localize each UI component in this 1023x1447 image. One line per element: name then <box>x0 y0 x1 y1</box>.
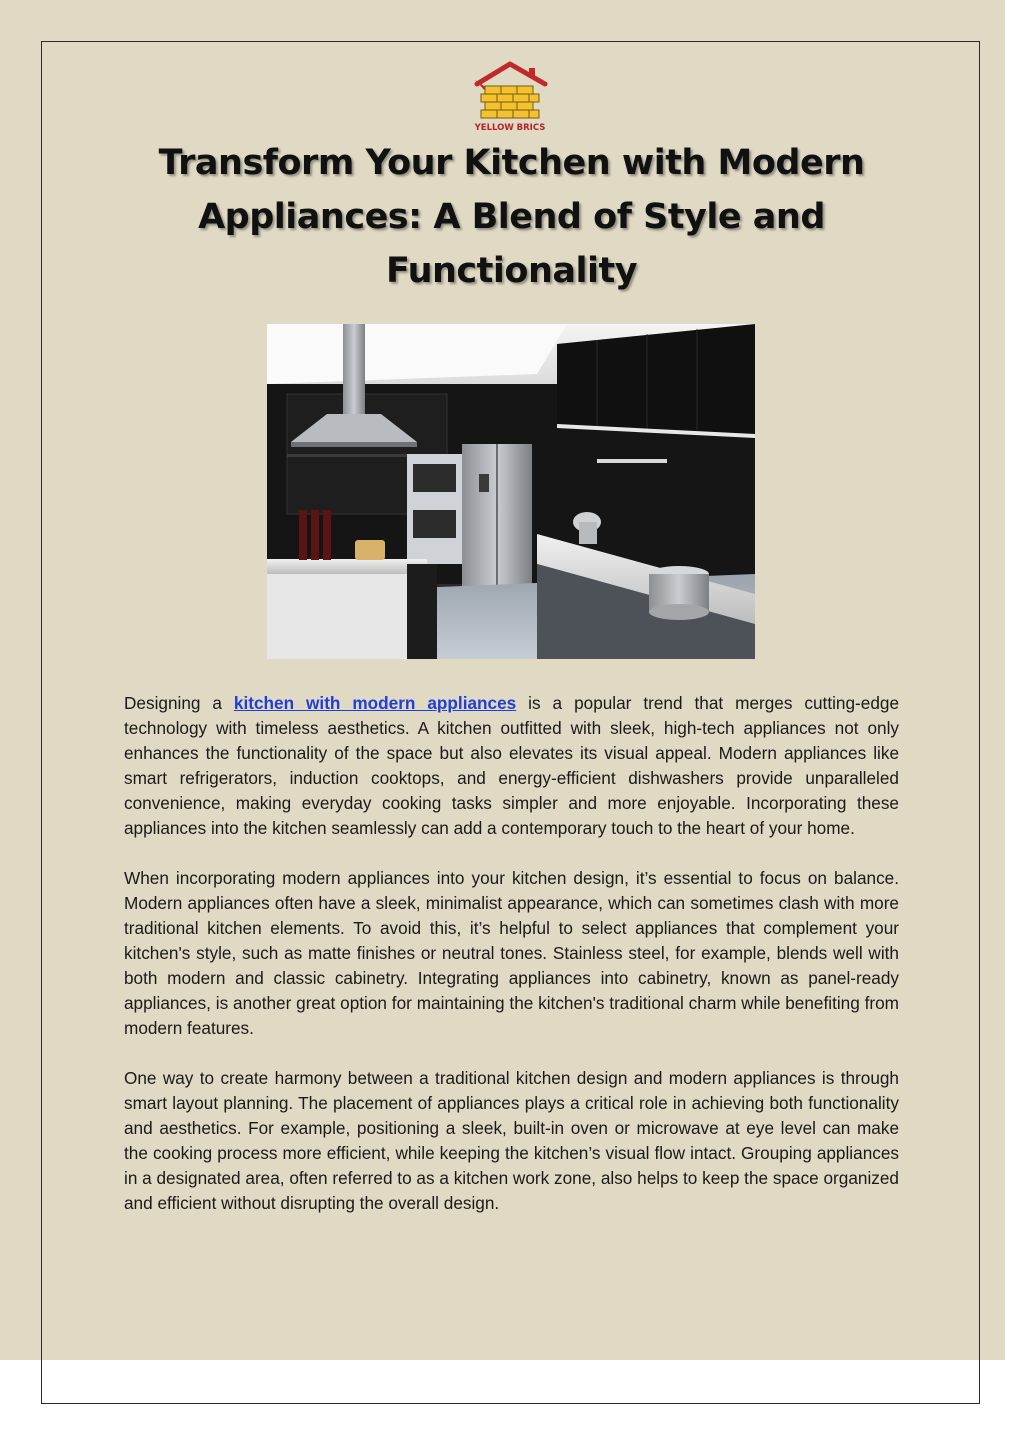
article-title: Transform Your Kitchen with Modern Appliances: A Blend of Style and Functionality <box>158 143 865 291</box>
paragraph-1-intro: Designing a <box>124 693 234 713</box>
paragraph-3: One way to create harmony between a traditional kitchen design and modern appliances is through smart layout planning. The placement of appliances plays a critical role in achieving both functionality and aesthetics. For example, positioning a sleek, built-in oven or microwave at eye level can make the cooking process more efficient, while keeping the kitchen’s visual flow intact. Grouping appliances in a designated area, often referred to as a kitchen work zone, also helps to keep the space organized and efficient without disrupting the overall design. <box>124 1068 899 1213</box>
paragraph-2: When incorporating modern appliances into your kitchen design, it’s essential to focus on balance. Modern appliances often have a sleek, minimalist appearance, which can sometimes clash with more traditional kitchen elements. To avoid this, it’s helpful to select appliances that complement your kitchen's style, such as matte finishes or neutral tones. Stainless steel, for example, blends well with both modern and classic cabinetry. Integrating appliances into cabinetry, known as panel-ready appliances, is another great option for maintaining the kitchen's traditional charm while benefiting from modern features. <box>124 868 899 1038</box>
article-body <box>124 691 899 1241</box>
logo-text: YELLOW BRICS <box>474 123 546 133</box>
paragraph-1 <box>124 691 899 841</box>
paragraph-1-rest: is a popular trend that merges cutting-edge technology with timeless aesthetics. A kitchen outfitted with sleek, high-tech appliances not only enhances the functionality of the space but also elevates its visual appeal. Modern appliances like smart refrigerators, induction cooktops, and energy-efficient dishwashers provide unparalleled convenience, making everyday cooking tasks simpler and more enjoyable. Incorporating these appliances into the kitchen seamlessly can add a contemporary touch to the heart of your home. <box>124 693 900 838</box>
kitchen-appliances-link[interactable]: kitchen with modern appliances <box>233 693 517 713</box>
kitchen-hero-image <box>267 324 755 659</box>
yellow-brics-logo <box>469 60 551 134</box>
